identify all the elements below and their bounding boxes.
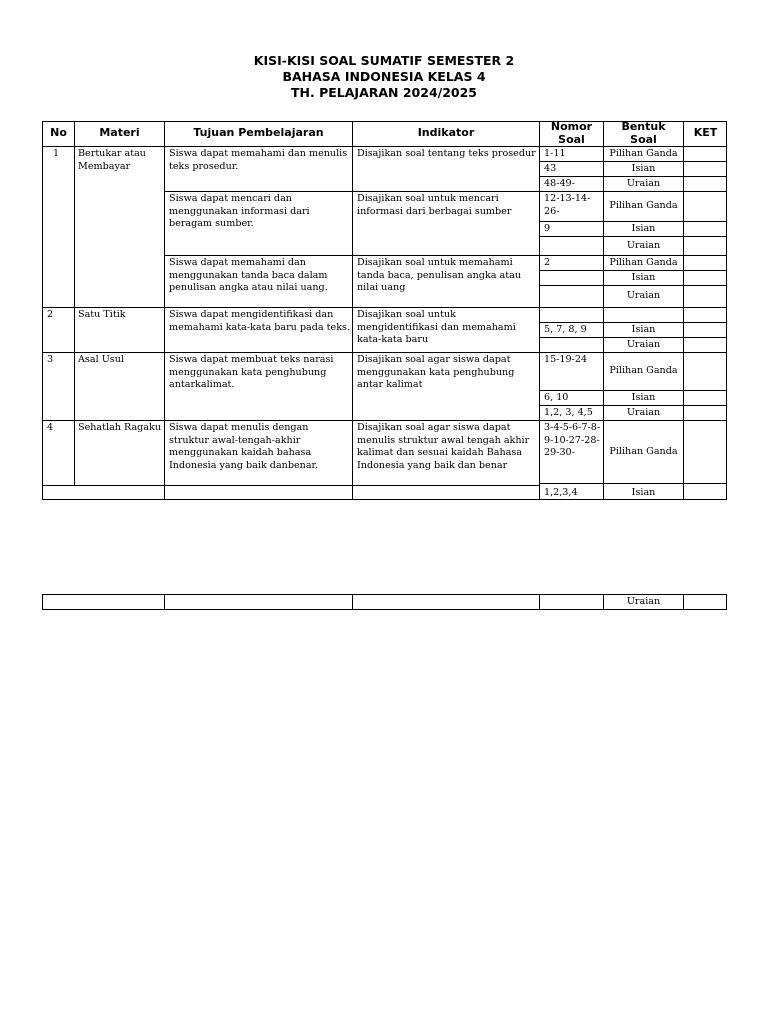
row1-bentuk-6: Uraian <box>626 240 661 251</box>
row1-tujuan-2: Siswa dapat mencari dan menggunakan informasi dari beragam sumber. <box>169 193 310 230</box>
header-tujuan: Tujuan Pembelajaran <box>193 126 324 139</box>
row1-indikator-2: Disajikan soal untuk mencari informasi dari berbagai sumber <box>357 193 512 217</box>
row3-bentuk-3: Uraian <box>626 407 661 418</box>
row3-nomor-2: 6, 10 <box>544 392 569 403</box>
header-bentuk-soal <box>604 121 683 146</box>
row1-bentuk-1: Pilihan Ganda <box>609 148 678 159</box>
row1-bentuk-7: Pilihan Ganda <box>609 257 678 268</box>
row3-bentuk-2: Isian <box>631 392 656 403</box>
row3-nomor-1: 15-19-24 <box>544 354 588 365</box>
header-nomor-soal <box>540 121 603 146</box>
row4-nomor-2: 1,2,3,4 <box>544 487 578 498</box>
row1-bentuk-5: Isian <box>631 223 656 234</box>
row1-no: 1 <box>53 148 60 159</box>
row1-tujuan-3: Siswa dapat memahami dan menggunakan tanda baca dalam penulisan angka atau nilai uang. <box>169 257 328 294</box>
row2-nomor-1: 5, 7, 8, 9 <box>544 324 587 335</box>
document-title: KISI-KISI SOAL SUMATIF SEMESTER 2 <box>253 53 515 68</box>
row3-indikator: Disajikan soal agar siswa dapat menggunakan kata penghubung antar kalimat <box>357 354 515 391</box>
row1-tujuan-1: Siswa dapat memahami dan menulis teks prosedur. <box>169 148 348 172</box>
row2-tujuan: Siswa dapat mengidentifikasi dan memahami kata-kata baru pada teks. <box>169 309 350 333</box>
row4-bentuk-2: Isian <box>631 487 656 498</box>
row1-nomor-1: 1-11 <box>544 148 566 159</box>
header-bentuk-soal-line2: Soal <box>630 132 657 146</box>
row1-bentuk-8: Isian <box>631 272 656 283</box>
header-bentuk-soal-line1: Bentuk <box>621 120 666 133</box>
row4-materi: Sehatlah Ragaku <box>78 422 162 433</box>
header-nomor-soal-line1: Nomor <box>550 120 593 133</box>
row3-bentuk-1: Pilihan Ganda <box>609 365 678 376</box>
row1-indikator-1: Disajikan soal tentang teks prosedur <box>357 148 536 159</box>
row2-bentuk-1: Isian <box>631 324 656 335</box>
row3-materi: Asal Usul <box>78 354 124 365</box>
row1-nomor-6: 2 <box>544 257 551 268</box>
row1-nomor-2: 43 <box>544 163 557 174</box>
row4-no: 4 <box>47 422 54 433</box>
row2-no: 2 <box>47 309 54 320</box>
row1-bentuk-3: Uraian <box>626 178 661 189</box>
header-no: No <box>50 126 67 139</box>
row3-tujuan: Siswa dapat membuat teks narasi menggunakan kata penghubung antarkalimat. <box>169 354 334 391</box>
last-row-bentuk: Uraian <box>626 596 661 607</box>
header-indikator: Indikator <box>417 126 475 139</box>
row3-no: 3 <box>47 354 54 365</box>
row1-materi: Bertukar atau Membayar <box>78 148 146 172</box>
document-year: TH. PELAJARAN 2024/2025 <box>290 85 477 100</box>
row2-indikator: Disajikan soal untuk mengidentifikasi dan memahami kata-kata baru <box>357 309 516 346</box>
row1-bentuk-2: Isian <box>631 163 656 174</box>
header-materi: Materi <box>99 126 140 139</box>
document-subtitle: BAHASA INDONESIA KELAS 4 <box>282 69 486 84</box>
row1-indikator-3: Disajikan soal untuk memahami tanda baca, penulisan angka atau nilai uang <box>357 257 521 294</box>
header-nomor-soal-line2: Soal <box>558 132 585 146</box>
row1-nomor-4: 12-13-14-26- <box>544 193 591 217</box>
row4-nomor-1: 3-4-5-6-7-8-9-10-27-28-29-30- <box>544 422 601 459</box>
row4-tujuan: Siswa dapat menulis dengan struktur awal-tengah-akhir menggunakan kaidah bahasa Indonesia yang baik danbenar. <box>169 422 319 471</box>
row4-indikator: Disajikan soal agar siswa dapat menulis struktur awal tengah akhir kalimat dan sesuai kaidah Bahasa Indonesia yang baik dan benar <box>357 422 530 471</box>
header-ket: KET <box>693 126 718 139</box>
row1-bentuk-4: Pilihan Ganda <box>609 200 678 211</box>
row4-bentuk-1: Pilihan Ganda <box>609 446 678 457</box>
row1-nomor-3: 48-49- <box>544 178 575 189</box>
row1-bentuk-9: Uraian <box>626 290 661 301</box>
row2-materi: Satu Titik <box>78 309 126 320</box>
row3-nomor-3: 1,2, 3, 4,5 <box>544 407 593 418</box>
row1-nomor-5: 9 <box>544 223 551 234</box>
row2-bentuk-2: Uraian <box>626 339 661 350</box>
